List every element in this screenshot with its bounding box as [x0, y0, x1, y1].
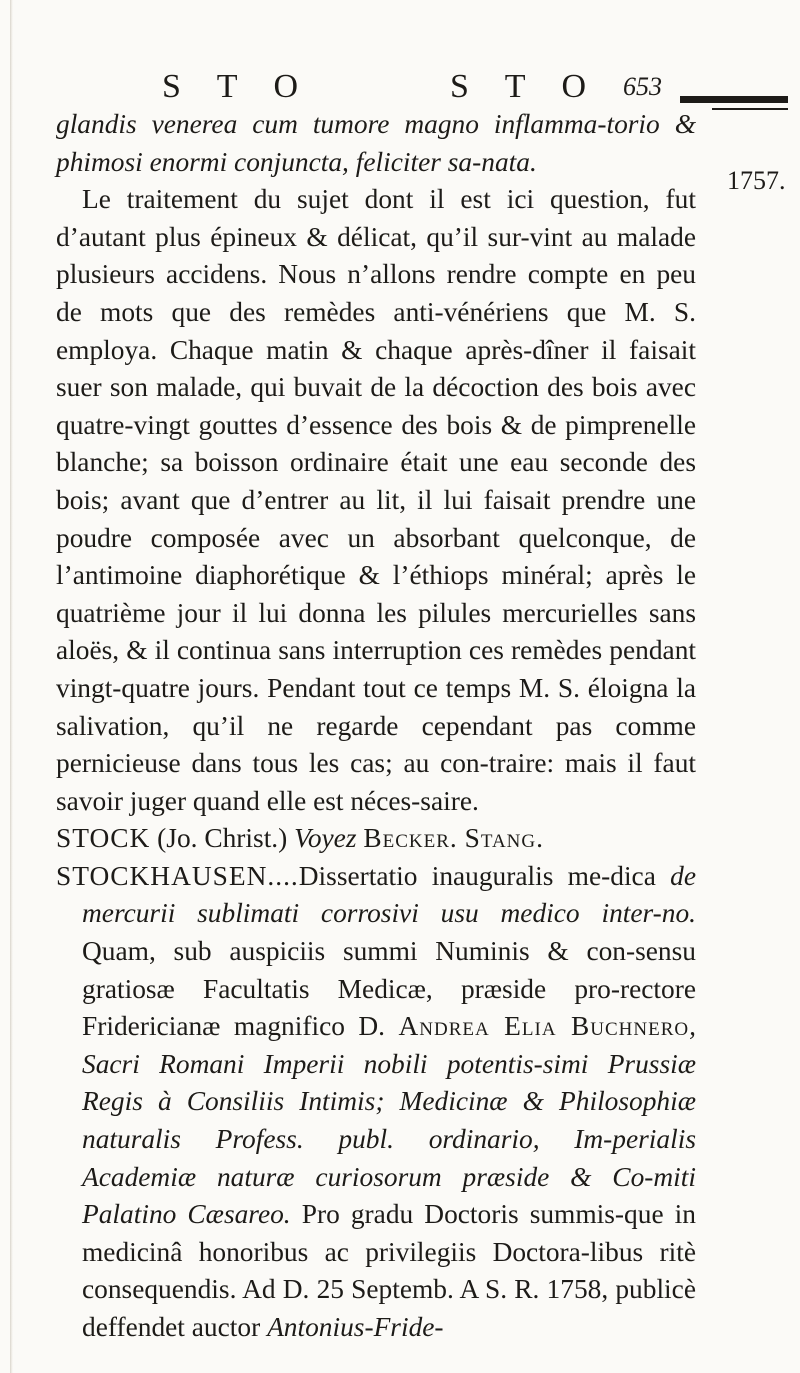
header-rule-thick: [680, 96, 788, 103]
entry-stock-headword: STOCK: [56, 823, 151, 854]
entry-stock-ref-becker: Becker.: [363, 823, 458, 854]
entry-stock-ref-stang: Stang.: [464, 823, 544, 854]
header-rule-thin: [712, 108, 788, 110]
header-center: S T O: [450, 68, 601, 105]
main-text-column: [56, 106, 696, 1347]
page-spine-shadow: [10, 0, 13, 1373]
treatment-paragraph: Le traitement du sujet dont il est ici question, fut d’autant plus épineux & délicat, qu’il sur-vint au malade plusieurs accidens. Nous n’allons rendre compte en peu de mots que des remèdes anti-vénériens que M. S. employa. Chaque matin & chaque après-dîner il faisait suer son malade, qui buvait de la décoction des bois avec quatre-vingt gouttes d’essence des bois & de pimprenelle blanche; sa boisson ordinaire était une eau seconde des bois; avant que d’entrer au lit, il lui faisait prendre une poudre composée avec un absorbant quelconque, de l’antimoine diaphorétique & l’éthiops minéral; après le quatrième jour il lui donna les pilules mercurielles sans aloës, & il continua sans interruption ces remèdes pendant vingt-quatre jours. Pendant tout ce temps M. S. éloigna la salivation, qu’il ne regarde cependant pas comme pernicieuse dans tous les cas; au con-traire: mais il faut savoir juger quand elle est néces-saire.: [56, 184, 696, 816]
page-number: 653: [623, 72, 662, 101]
header-left: S T O: [162, 68, 313, 105]
entry-stock-text: (Jo. Christ.): [157, 823, 288, 854]
entry-stockhausen: [56, 858, 696, 1347]
entry-stockhausen-author: Antonius-Fride-: [267, 1312, 444, 1342]
entry-stockhausen-text-3: Pro gradu Doctoris summis-que in medicinâ honoribus ac privilegiis Doctora-libus ritè consequendis. Ad D. 25 Septemb. A S. R. 1758, publicè deffendet auctor: [82, 1199, 696, 1342]
entry-stockhausen-titles: , Sacri Romani Imperii nobili potentis-simi Prussiæ Regis à Consiliis Intimis; Medicinæ & Philosophiæ naturalis Profess. publ. ordinario, Im-perialis Academiæ naturæ curiosorum præside & Co-miti Palatino Cæsareo.: [82, 1011, 696, 1230]
entry-stock-see: Voyez: [294, 823, 357, 854]
entry-stockhausen-title: de mercurii sublimati corrosivi usu medico inter-no.: [82, 860, 696, 929]
running-header: [0, 62, 800, 112]
entry-stockhausen-text-2: Quam, sub auspiciis summi Numinis & con-sensu gratiosæ Facultatis Medicæ, præside pro-rectore Fridericianæ magnifico D.: [82, 936, 696, 1042]
entry-stockhausen-headword: STOCKHAUSEN....: [56, 860, 299, 891]
entry-stock: [56, 820, 696, 858]
entry-stockhausen-praeses: Andrea Elia Buchnero: [398, 1011, 690, 1042]
margin-year: 1757.: [727, 166, 786, 195]
lead-italic-text: glandis venerea cum tumore magno inflamma-torio & phimosi enormi conjuncta, feliciter sa-nata.: [56, 109, 696, 177]
entry-stockhausen-text-1: Dissertatio inauguralis me-dica: [298, 860, 656, 891]
